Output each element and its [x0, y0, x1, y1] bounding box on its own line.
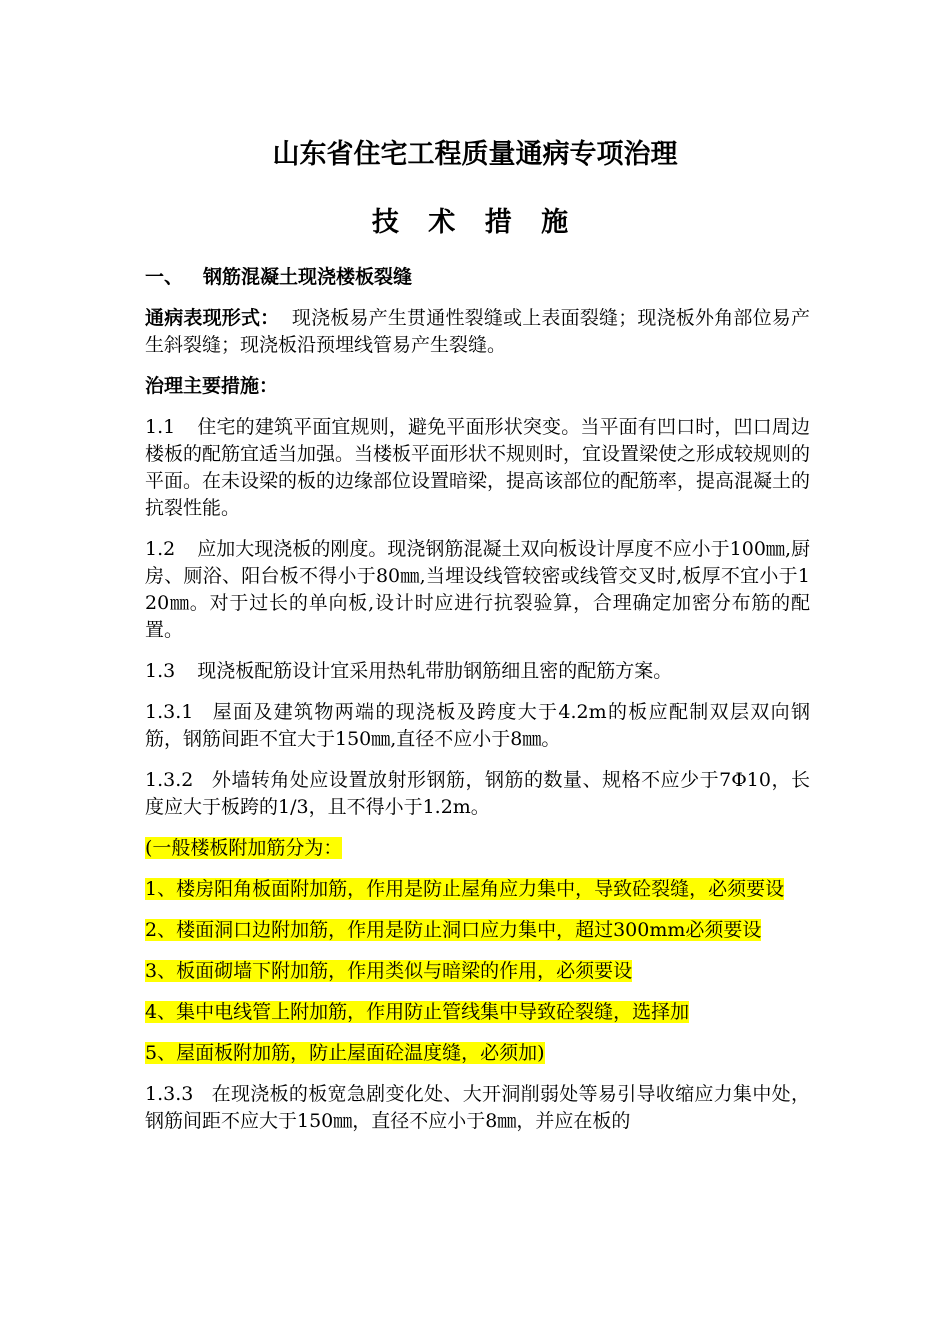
item-number: 1.3.2 [145, 769, 194, 791]
item-number: 1.1 [145, 416, 176, 438]
item-number: 1.2 [145, 538, 176, 560]
section-heading-text: 钢筋混凝土现浇楼板裂缝 [203, 266, 413, 288]
item-text: 屋面及建筑物两端的现浇板及跨度大于4.2m的板应配制双层双向钢筋，钢筋间距不宜大于150㎜,直径不应小于8㎜。 [145, 701, 810, 750]
measure-item-1-3-3 [145, 1081, 810, 1135]
item-text: 应加大现浇板的刚度。现浇钢筋混凝土双向板设计厚度不应小于100㎜,厨房、厕浴、阳台板不得小于80㎜,当埋设线管较密或线管交叉时,板厚不宜小于120㎜。对于过长的单向板,设计时应进行抗裂验算，合理确定加密分布筋的配置。 [145, 538, 810, 641]
document-subtitle: 技 术 措 施 [371, 207, 579, 238]
measures-heading [145, 373, 810, 400]
highlighted-text: (一般楼板附加筋分为： [145, 837, 343, 859]
highlighted-note-4 [145, 999, 810, 1026]
measure-item-1-3-2 [145, 767, 810, 821]
measure-item-1-2 [145, 536, 810, 644]
section-number: 一、 [145, 266, 184, 288]
item-text: 住宅的建筑平面宜规则，避免平面形状突变。当平面有凹口时，凹口周边楼板的配筋宜适当加强。当楼板平面形状不规则时，宜设置梁使之形成较规则的平面。在未设梁的板的边缘部位设置暗梁，提高该部位的配筋率，提高混凝土的抗裂性能。 [145, 416, 811, 519]
symptom-paragraph [145, 305, 810, 359]
measure-item-1-3-1 [145, 699, 810, 753]
measures-label: 治理主要措施： [145, 375, 279, 397]
item-number: 1.3.1 [145, 701, 194, 723]
highlighted-note-3 [145, 958, 810, 985]
highlighted-text: 2、楼面洞口边附加筋，作用是防止洞口应力集中，超过300mm必须要设 [145, 919, 762, 941]
highlighted-note-5 [145, 1040, 810, 1067]
item-number: 1.3.3 [145, 1083, 194, 1105]
measure-item-1-1 [145, 414, 810, 522]
document-title: 山东省住宅工程质量通病专项治理 [272, 139, 678, 170]
highlighted-note-2 [145, 917, 810, 944]
item-text: 现浇板配筋设计宜采用热轧带肋钢筋细且密的配筋方案。 [197, 660, 673, 682]
highlighted-text: 1、楼房阳角板面附加筋，作用是防止屋角应力集中，导致砼裂缝，必须要设 [145, 878, 785, 900]
item-text: 外墙转角处应设置放射形钢筋，钢筋的数量、规格不应少于7Φ10，长度应大于板跨的1/3，且不得小于1.2m。 [145, 769, 810, 818]
item-text: 在现浇板的板宽急剧变化处、大开洞削弱处等易引导收缩应力集中处，钢筋间距不应大于150㎜，直径不应小于8㎜，并应在板的 [145, 1083, 810, 1132]
document-body [145, 305, 810, 1149]
measure-item-1-3 [145, 658, 810, 685]
symptom-text: 现浇板易产生贯通性裂缝或上表面裂缝；现浇板外角部位易产生斜裂缝；现浇板沿预埋线管易产生裂缝。 [145, 307, 810, 356]
highlighted-note-intro [145, 835, 810, 862]
highlighted-text: 5、屋面板附加筋，防止屋面砼温度缝，必须加) [145, 1042, 545, 1064]
item-number: 1.3 [145, 660, 176, 682]
highlighted-text: 3、板面砌墙下附加筋，作用类似与暗梁的作用，必须要设 [145, 960, 633, 982]
highlighted-note-1 [145, 876, 810, 903]
highlighted-text: 4、集中电线管上附加筋，作用防止管线集中导致砼裂缝，选择加 [145, 1001, 690, 1023]
section-heading [145, 262, 412, 289]
symptom-label: 通病表现形式： [145, 307, 280, 329]
